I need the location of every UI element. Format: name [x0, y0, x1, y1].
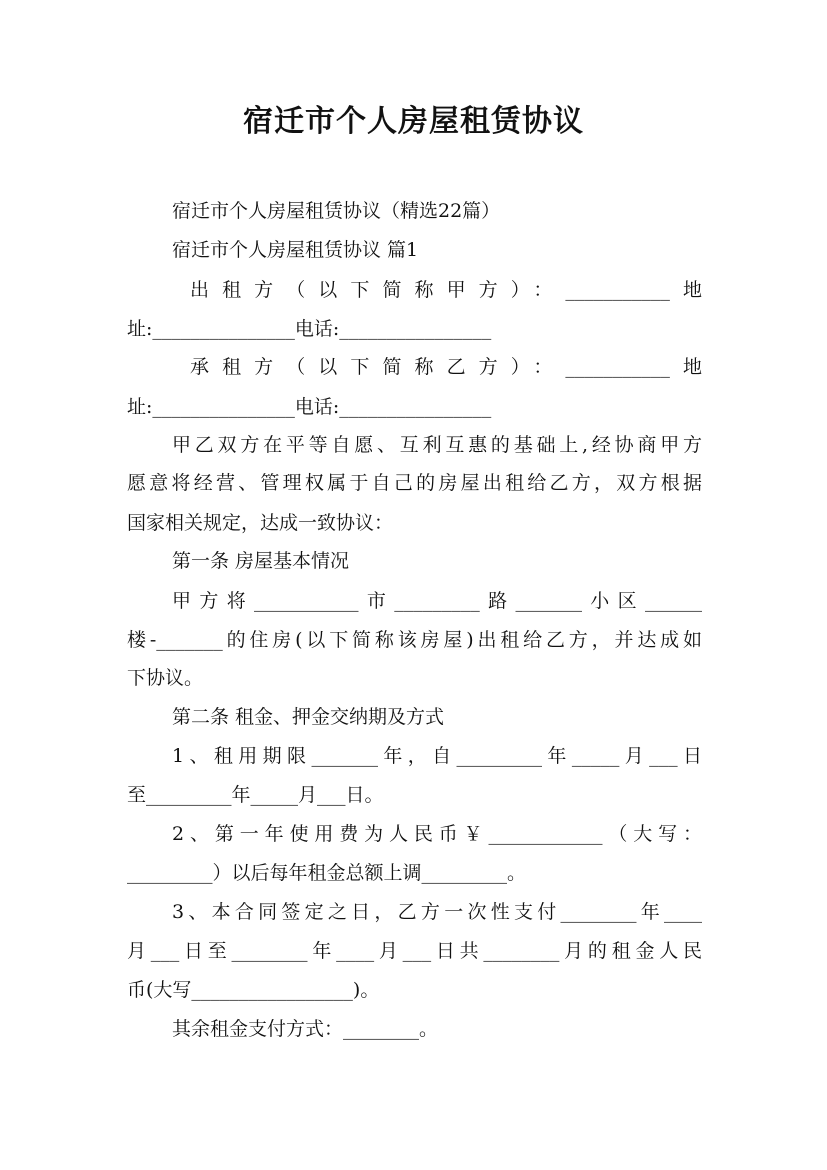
paragraph-line: 月___日至________年____月___日共________月的租金人民 [127, 940, 702, 962]
paragraph-line: 址:_______________电话:________________ [127, 318, 492, 340]
section-heading: 宿迁市个人房屋租赁协议 篇1 [172, 239, 419, 261]
document-title: 宿迁市个人房屋租赁协议 [243, 104, 584, 139]
paragraph-line: 甲方将___________市_________路_______小区______ [172, 590, 702, 612]
section-heading: 第二条 租金、押金交纳期及方式 [172, 706, 445, 728]
paragraph-line: 其余租金支付方式：________。 [172, 1018, 439, 1040]
paragraph-line: 愿意将经营、管理权属于自己的房屋出租给乙方，双方根据 [127, 472, 702, 494]
paragraph-line: _________）以后每年租金总额上调_________。 [127, 862, 527, 884]
paragraph-line: 甲乙双方在平等自愿、互利互惠的基础上,经协商甲方 [172, 434, 702, 456]
paragraph-line: 1、租用期限_______年，自_________年_____月___日 [172, 745, 702, 767]
paragraph-line: 出租方（以下简称甲方）：___________地 [190, 279, 702, 301]
paragraph-line: 址:_______________电话:________________ [127, 396, 492, 418]
paragraph-line: 承租方（以下简称乙方）：___________地 [190, 356, 702, 378]
paragraph-line: 至_________年_____月___日。 [127, 784, 384, 806]
section-heading: 第一条 房屋基本情况 [172, 550, 350, 572]
paragraph-line: 2、第一年使用费为人民币￥____________（大写： [172, 823, 702, 845]
paragraph-line: 楼-_______的住房(以下简称该房屋)出租给乙方，并达成如 [127, 629, 702, 651]
paragraph-line: 下协议。 [127, 667, 204, 689]
paragraph-line: 币(大写_________________)。 [127, 979, 380, 1001]
paragraph-line: 国家相关规定，达成一致协议： [127, 512, 394, 534]
subtitle: 宿迁市个人房屋租赁协议（精选22篇） [172, 200, 501, 222]
paragraph-line: 3、本合同签定之日，乙方一次性支付________年____ [172, 901, 702, 923]
